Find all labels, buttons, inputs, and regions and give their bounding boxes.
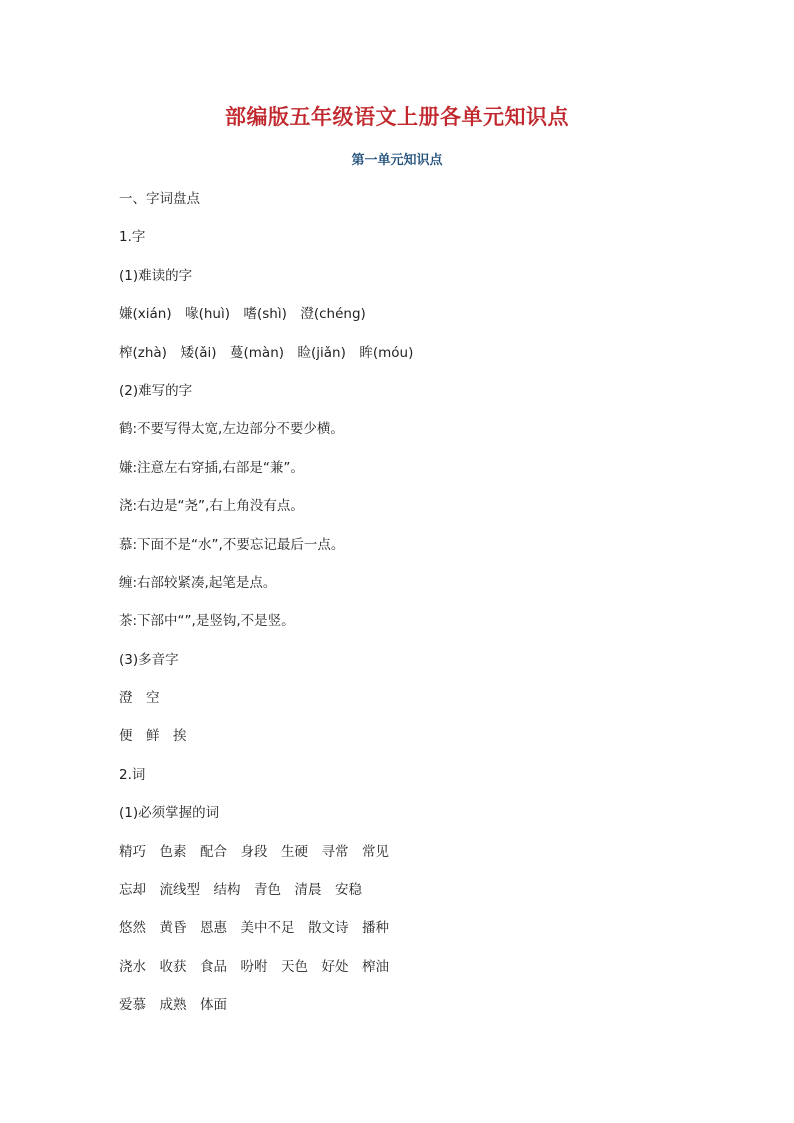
text-line: 悠然 黄昏 恩惠 美中不足 散文诗 播种 [119, 920, 389, 937]
text-line: 缠:右部较紧凑,起笔是点。 [119, 574, 277, 591]
text-line: (2)难写的字 [119, 382, 193, 399]
text-line: 精巧 色素 配合 身段 生硬 寻常 常见 [119, 843, 389, 860]
text-line: 爱慕 成熟 体面 [119, 997, 227, 1014]
text-line: 浇:右边是“尧”,右上角没有点。 [119, 498, 304, 515]
text-line: (1)必须掌握的词 [119, 805, 220, 822]
text-line: 鹤:不要写得太宽,左边部分不要少横。 [119, 421, 344, 438]
text-line: 榨(zhà) 矮(ǎi) 蔓(màn) 睑(jiǎn) 眸(móu) [119, 344, 414, 361]
text-line: (3)多音字 [119, 651, 179, 668]
text-line: 嫌:注意左右穿插,右部是“兼”。 [119, 459, 304, 476]
text-line: (1)难读的字 [119, 267, 193, 284]
text-line: 2.词 [119, 766, 146, 783]
text-line: 一、字词盘点 [119, 191, 200, 207]
text-line: 慕:下面不是“水”,不要忘记最后一点。 [119, 536, 345, 553]
text-line: 便 鲜 挨 [119, 728, 187, 745]
text-line: 澄 空 [119, 690, 160, 707]
document-title: 部编版五年级语文上册各单元知识点 [225, 105, 569, 129]
text-line: 浇水 收获 食品 吩咐 天色 好处 榨油 [119, 958, 389, 975]
text-line: 茶:下部中“”,是竖钩,不是竖。 [119, 613, 295, 630]
document-body [119, 188, 679, 1033]
text-line: 嫌(xián) 喙(huì) 嗜(shì) 澄(chéng) [119, 306, 366, 323]
text-line: 忘却 流线型 结构 青色 清晨 安稳 [119, 882, 362, 899]
text-line: 1.字 [119, 229, 146, 246]
section-subtitle: 第一单元知识点 [351, 153, 443, 168]
